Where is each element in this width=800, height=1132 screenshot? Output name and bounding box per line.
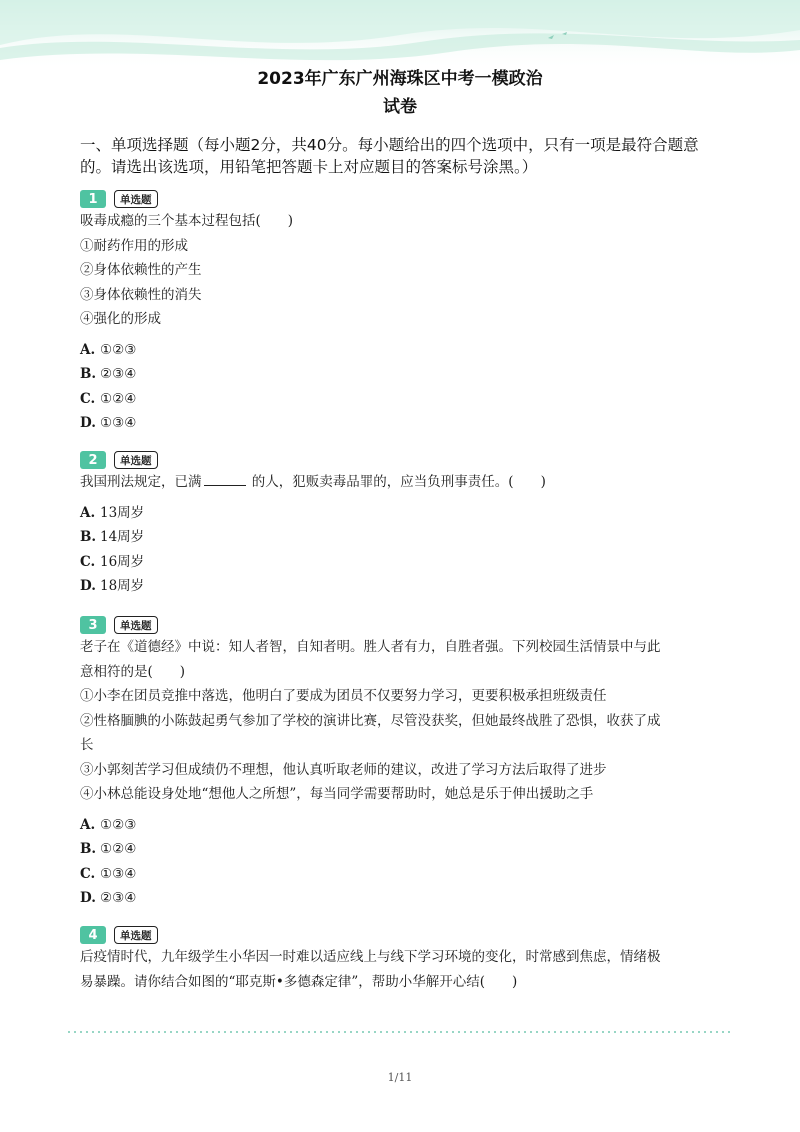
page-number: 1/11	[387, 1071, 413, 1084]
option-label: D.	[80, 890, 96, 906]
question-stem-cont: 意相符的是( )	[80, 663, 186, 680]
option-text: ①②③	[100, 341, 137, 358]
option-label: A.	[80, 816, 96, 833]
option-text: 14周岁	[100, 529, 145, 545]
option-label: C.	[80, 553, 96, 570]
question-type-tag: 单选题	[114, 616, 158, 634]
question-stem	[80, 470, 720, 495]
option-label: A.	[80, 504, 96, 521]
stem-after-blank: 的人，犯贩卖毒品罪的，应当负刑事责任。( )	[251, 474, 546, 490]
option-text: ②③④	[100, 366, 137, 382]
question-1	[80, 189, 720, 436]
exam-title: 2023年广东广州海珠区中考一模政治	[257, 69, 543, 89]
question-number-badge: 3	[80, 616, 106, 634]
question-type-tag: 单选题	[114, 451, 158, 469]
option-a[interactable]	[80, 338, 720, 363]
option-text: 16周岁	[100, 553, 145, 570]
question-stem: 老子在《道德经》中说：知人者智，自知者明。胜人者有力，自胜者强。下列校园生活情景中与此	[80, 639, 661, 655]
statement-4: ④强化的形成	[80, 311, 161, 327]
option-text: ①③④	[100, 865, 137, 882]
option-c[interactable]	[80, 387, 720, 412]
option-text: 13周岁	[100, 504, 145, 521]
question-4	[80, 925, 720, 994]
footer-divider	[66, 1031, 734, 1033]
option-text: ①②③	[100, 816, 137, 833]
option-c[interactable]	[80, 862, 720, 887]
option-d[interactable]	[80, 886, 720, 911]
option-label: B.	[80, 529, 97, 545]
option-b[interactable]	[80, 362, 720, 387]
statement-2-cont: 长	[80, 737, 94, 753]
exam-subtitle: 试卷	[383, 97, 417, 117]
option-label: C.	[80, 390, 96, 407]
option-text: ②③④	[100, 890, 137, 906]
option-text: ①③④	[100, 415, 137, 431]
question-type-tag: 单选题	[114, 926, 158, 944]
option-text: ①②④	[100, 390, 137, 407]
option-label: D.	[80, 578, 96, 594]
option-label: D.	[80, 415, 96, 431]
option-label: C.	[80, 865, 96, 882]
option-d[interactable]	[80, 411, 720, 436]
question-number-badge: 2	[80, 451, 106, 469]
question-stem: 后疫情时代，九年级学生小华因一时难以适应线上与线下学习环境的变化，时常感到焦虑，情绪极	[80, 949, 661, 965]
section-instructions: 一、单项选择题（每小题2分，共40分。每小题给出的四个选项中，只有一项是最符合题意的。请选出该选项，用铅笔把答题卡上对应题目的答案标号涂黑。）	[80, 136, 699, 176]
option-text: 18周岁	[100, 578, 145, 594]
question-3	[80, 615, 720, 911]
option-text: ①②④	[100, 841, 137, 857]
option-label: B.	[80, 841, 97, 857]
option-a[interactable]	[80, 813, 720, 838]
option-d[interactable]	[80, 574, 720, 599]
statement-3: ③身体依赖性的消失	[80, 286, 202, 303]
option-label: A.	[80, 341, 96, 358]
answer-blank	[204, 473, 246, 486]
statement-4: ④小林总能设身处地“想他人之所想”，每当同学需要帮助时，她总是乐于伸出援助之手	[80, 786, 594, 802]
option-a[interactable]	[80, 501, 720, 526]
option-b[interactable]	[80, 837, 720, 862]
statement-3: ③小郭刻苦学习但成绩仍不理想，他认真听取老师的建议，改进了学习方法后取得了进步	[80, 761, 607, 778]
statement-2: ②性格腼腆的小陈鼓起勇气参加了学校的演讲比赛，尽管没获奖，但她最终战胜了恐惧，收获了成	[80, 712, 661, 729]
option-b[interactable]	[80, 525, 720, 550]
statement-1: ①耐药作用的形成	[80, 237, 188, 254]
question-stem-cont: 易暴躁。请你结合如图的“耶克斯•多德森定律”，帮助小华解开心结( )	[80, 973, 518, 990]
option-c[interactable]	[80, 550, 720, 575]
option-label: B.	[80, 366, 97, 382]
question-number-badge: 4	[80, 926, 106, 944]
question-number-badge: 1	[80, 190, 106, 208]
question-2	[80, 450, 720, 599]
question-type-tag: 单选题	[114, 190, 158, 208]
statement-1: ①小李在团员竞推中落选，他明白了要成为团员不仅要努力学习，更要积极承担班级责任	[80, 688, 607, 704]
question-stem: 吸毒成瘾的三个基本过程包括( )	[80, 213, 294, 229]
statement-2: ②身体依赖性的产生	[80, 262, 202, 278]
stem-before-blank: 我国刑法规定，已满	[80, 474, 202, 490]
